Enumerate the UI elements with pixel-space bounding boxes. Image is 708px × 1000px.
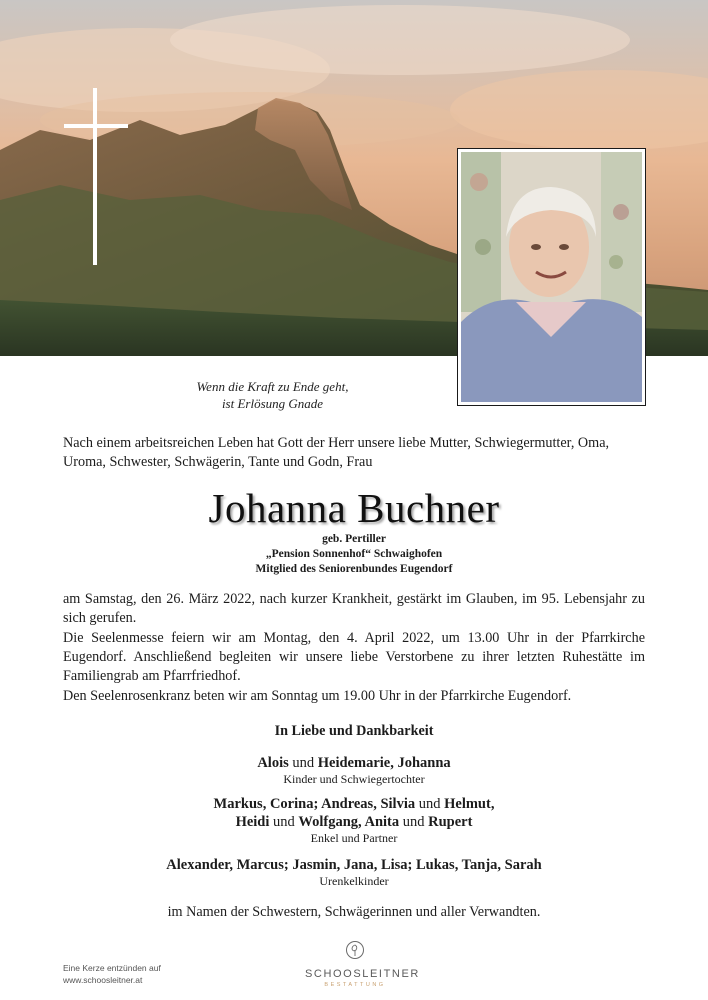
membership: Mitglied des Seniorenbundes Eugendorf	[255, 563, 453, 575]
website-link[interactable]: www.schoosleitner.at	[63, 975, 143, 985]
birth-name: geb. Pertiller	[322, 533, 386, 545]
logo-subtitle: BESTATTUNG	[324, 982, 386, 988]
great-grandchildren-relation: Urenkelkinder	[319, 874, 389, 888]
conjunction: und	[288, 755, 318, 771]
rosary-paragraph: Den Seelenrosenkranz beten wir am Sonntag um 19.00 Uhr in der Pfarrkirche Eugendorf.	[63, 688, 572, 704]
logo-name: SCHOOSLEITNER	[305, 968, 420, 980]
death-paragraph: am Samstag, den 26. März 2022, nach kurzer Krankheit, gestärkt im Glauben, im 95. Lebensjahr zu sich gerufen.	[63, 591, 645, 626]
grandchildren-relation: Enkel und Partner	[310, 831, 398, 845]
grandchild-names: Helmut,	[444, 796, 495, 812]
mass-paragraph: Die Seelenmesse feiern wir am Montag, den 4. April 2022, um 13.00 Uhr in der Pfarrkirche Eugendorf. Anschließend begleiten wir unsere liebe Verstorbene zu ihrer letzten Ruhestätte im Familiengrab am Pfarrfriedhof.	[63, 630, 645, 684]
cross-icon-vertical	[93, 88, 97, 265]
child-name: Heidemarie, Johanna	[317, 755, 451, 771]
grandchild-names: Markus, Corina; Andreas, Silvia	[213, 796, 416, 812]
great-grandchildren-names: Alexander, Marcus; Jasmin, Jana, Lisa; Lukas, Tanja, Sarah	[166, 857, 542, 873]
grandchildren-line-2	[0, 813, 708, 832]
portrait-photo	[461, 152, 642, 402]
footer-info	[63, 962, 161, 986]
conjunction: und	[399, 814, 429, 830]
grandchild-names: Heidi	[235, 814, 270, 830]
quote	[160, 378, 385, 412]
mourners-heading: In Liebe und Dankbarkeit	[274, 723, 434, 739]
children-names	[0, 754, 708, 773]
grandchild-names: Rupert	[428, 814, 473, 830]
intro-text	[63, 434, 653, 472]
portrait-frame	[457, 148, 646, 406]
intro-line-2: Uroma, Schwester, Schwägerin, Tante und Godn, Frau	[63, 454, 373, 470]
children-relation: Kinder und Schwiegertochter	[283, 772, 425, 786]
conjunction: und	[269, 814, 299, 830]
portrait-illustration	[461, 152, 642, 402]
rose-icon	[345, 940, 365, 960]
business-name: „Pension Sonnenhof“ Schwaighofen	[265, 548, 443, 560]
intro-line-1: Nach einem arbeitsreichen Leben hat Gott der Herr unsere liebe Mutter, Schwiegermutter, Oma,	[63, 435, 610, 451]
closing-line: im Namen der Schwestern, Schwägerinnen und aller Verwandten.	[167, 904, 541, 920]
grandchild-names: Wolfgang, Anita	[298, 814, 400, 830]
grandchildren-line-1	[0, 795, 708, 814]
conjunction: und	[415, 796, 445, 812]
quote-line-2: ist Erlösung Gnade	[221, 396, 324, 411]
candle-text: Eine Kerze entzünden auf	[63, 963, 161, 973]
deceased-name: Johanna Buchner	[208, 485, 500, 531]
cross-icon-horizontal	[64, 124, 128, 128]
funeral-home-logo	[305, 940, 420, 989]
child-name: Alois	[257, 755, 289, 771]
quote-line-1: Wenn die Kraft zu Ende geht,	[196, 379, 349, 394]
